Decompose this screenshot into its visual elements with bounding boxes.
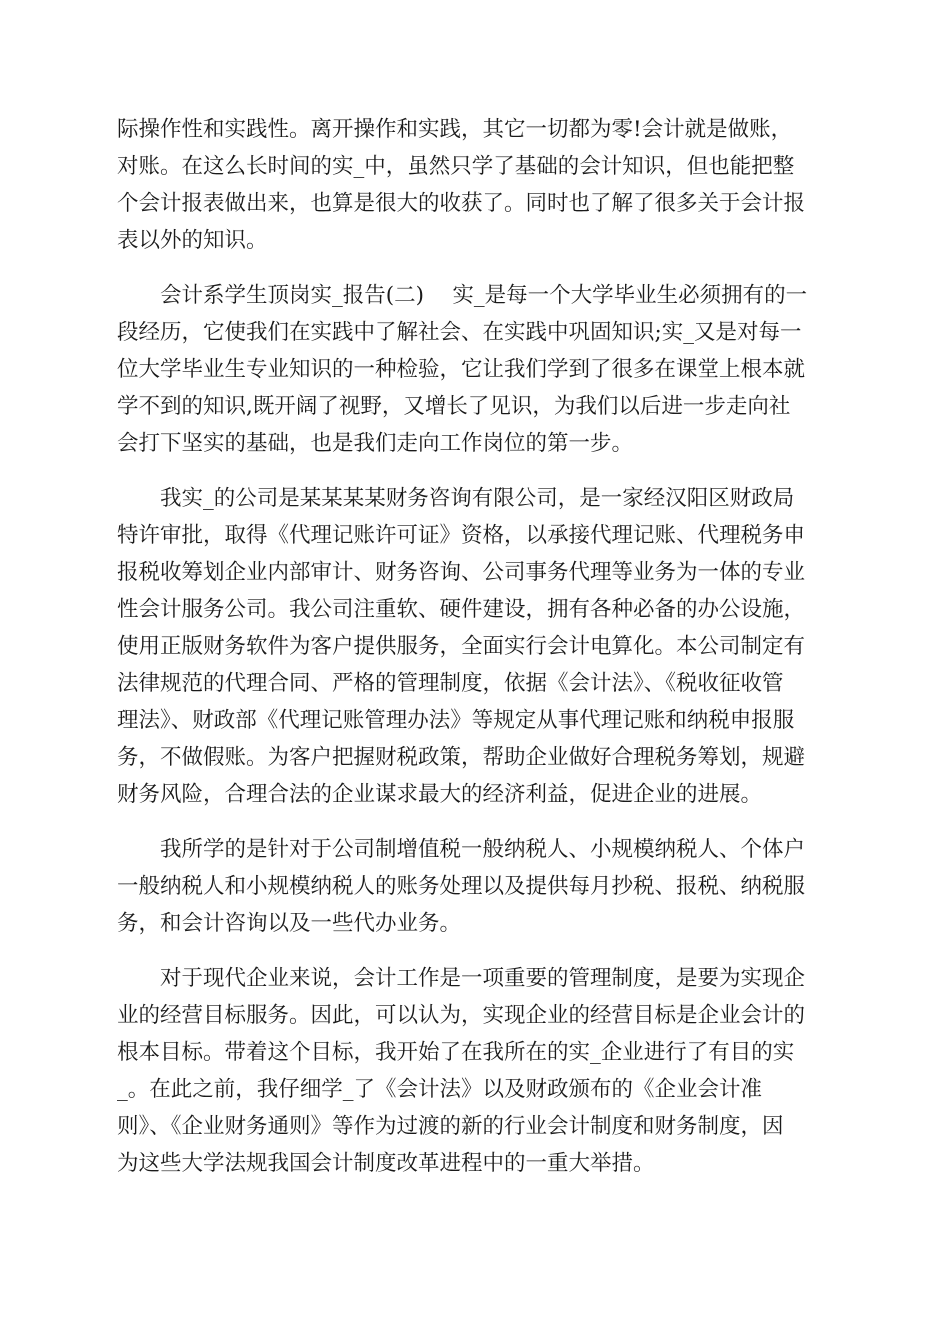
text-line: 我实_的公司是某某某某财务咨询有限公司，是一家经汉阳区财政局 [117, 486, 795, 511]
text-line: 根本目标。带着这个目标，我开始了在我所在的实_企业进行了有目的实 [117, 1040, 795, 1065]
text-line: 法律规范的代理合同、严格的管理制度，依据《会计法》、《税收征收管 [117, 671, 784, 696]
text-line: _。在此之前，我仔细学_了《会计法》以及财政颁布的《企业会计准 [117, 1077, 763, 1102]
paragraph-5 [117, 960, 833, 1182]
paragraph-4 [117, 831, 833, 942]
paragraph-3 [117, 480, 833, 813]
text-line: 业的经营目标服务。因此，可以认为，实现企业的经营目标是企业会计的 [117, 1003, 806, 1028]
text-line: 位大学毕业生专业知识的一种检验，它让我们学到了很多在课堂上根本就 [117, 357, 806, 382]
text-line: 我所学的是针对于公司制增值税一般纳税人、小规模纳税人、个体户 [117, 837, 806, 862]
text-line: 特许审批，取得《代理记账许可证》资格，以承接代理记账、代理税务申 [117, 523, 806, 548]
text-line: 段经历，它使我们在实践中了解社会、在实践中巩固知识;实_又是对每一 [117, 320, 802, 345]
text-line: 会打下坚实的基础，也是我们走向工作岗位的第一步。 [117, 431, 634, 456]
text-line: 务，不做假账。为客户把握财税政策，帮助企业做好合理税务筹划，规避 [117, 745, 806, 770]
paragraph-2 [117, 277, 833, 462]
text-line: 财务风险，合理合法的企业谋求最大的经济利益，促进企业的进展。 [117, 782, 763, 807]
text-line: 对账。在这么长时间的实_中，虽然只学了基础的会计知识，但也能把整 [117, 154, 795, 179]
text-line: 学不到的知识,既开阔了视野，又增长了见识，为我们以后进一步走向社 [117, 394, 791, 419]
text-line: 个会计报表做出来，也算是很大的收获了。同时也了解了很多关于会计报 [117, 191, 806, 216]
text-line: 际操作性和实践性。离开操作和实践，其它一切都为零!会计就是做账， [117, 117, 793, 142]
text-line: 则》、《企业财务通则》等作为过渡的新的行业会计制度和财务制度，因 [117, 1114, 784, 1139]
text-line: 一般纳税人和小规模纳税人的账务处理以及提供每月抄税、报税、纳税服 [117, 874, 806, 899]
text-line: 会计系学生顶岗实_报告(二) 实_是每一个大学毕业生必须拥有的一 [117, 283, 808, 308]
text-line: 理法》、财政部《代理记账管理办法》等规定从事代理记账和纳税申报服 [117, 708, 795, 733]
text-line: 报税收筹划企业内部审计、财务咨询、公司事务代理等业务为一体的专业 [117, 560, 806, 585]
text-line: 表以外的知识。 [117, 228, 268, 253]
paragraph-1 [117, 111, 833, 259]
text-line: 性会计服务公司。我公司注重软、硬件建设，拥有各种必备的办公设施， [117, 597, 806, 622]
text-line: 对于现代企业来说，会计工作是一项重要的管理制度，是要为实现企 [117, 966, 806, 991]
document-body [117, 111, 833, 1182]
text-line: 为这些大学法规我国会计制度改革进程中的一重大举措。 [117, 1151, 655, 1176]
text-line: 使用正版财务软件为客户提供服务，全面实行会计电算化。本公司制定有 [117, 634, 806, 659]
text-line: 务，和会计咨询以及一些代办业务。 [117, 911, 462, 936]
